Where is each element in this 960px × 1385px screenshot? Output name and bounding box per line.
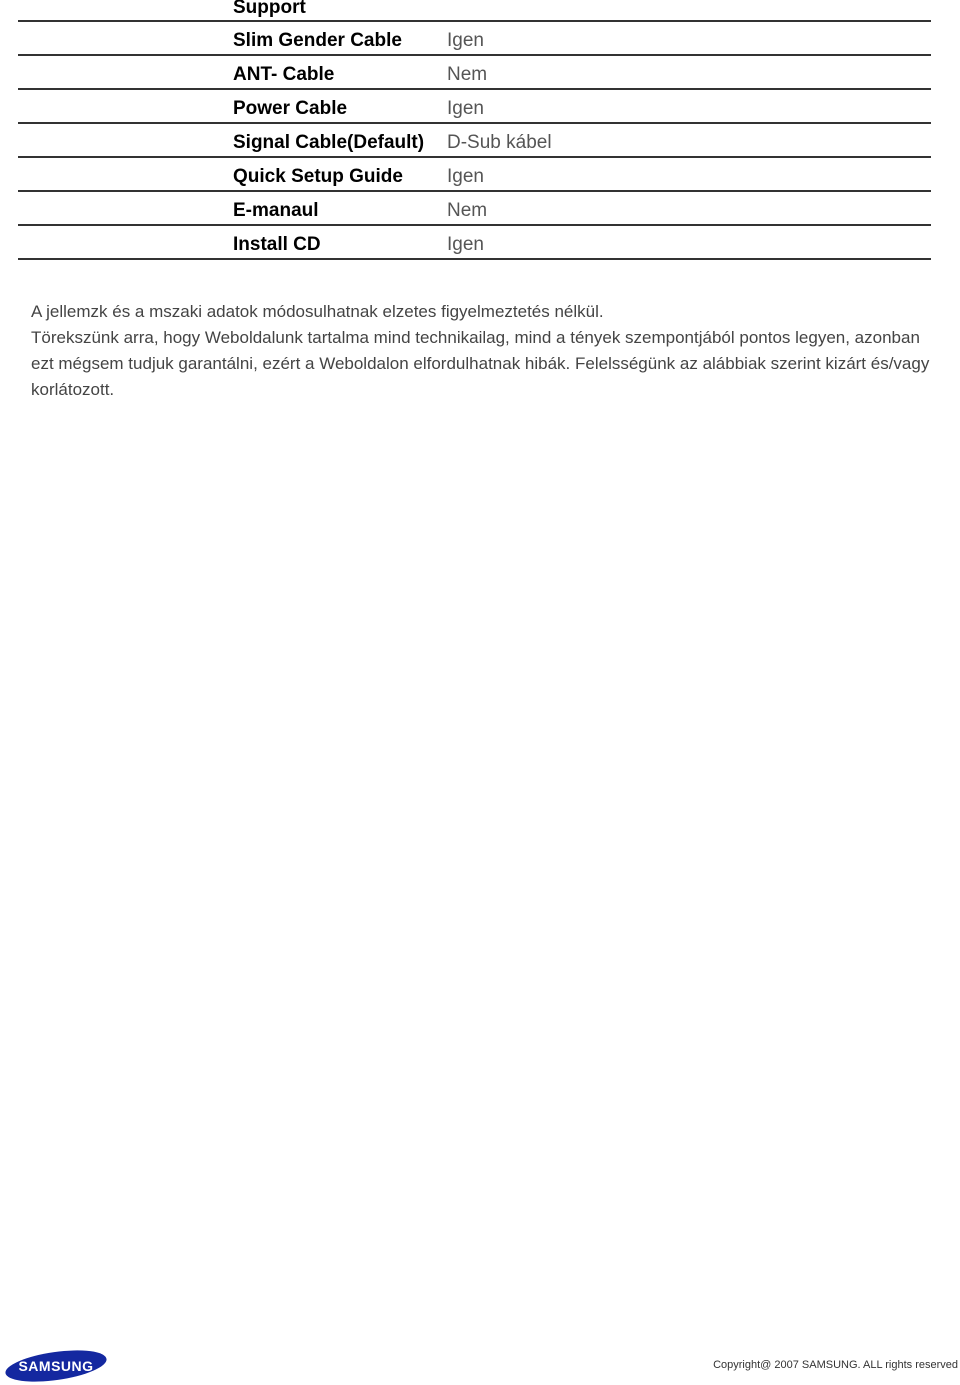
spec-label: ANT- Cable	[233, 64, 335, 85]
spec-row	[18, 224, 931, 260]
spec-row	[18, 122, 931, 156]
spec-row	[18, 156, 931, 190]
spec-label: Power Cable	[233, 98, 348, 119]
liability-notice: Törekszünk arra, hogy Weboldalunk tartalma mind technikailag, mind a tények szempontjából pontos legyen, azonban ezt mégsem tudjuk garantálni, ezért a Weboldalon elfordulhatnak hibák. Felelsségünk az alábbiak szerint kizárt és/vagy korlátozott.	[31, 328, 930, 399]
spec-value: Igen	[447, 30, 484, 51]
spec-label: Quick Setup Guide	[233, 166, 403, 187]
spec-row	[18, 20, 931, 54]
samsung-logo	[4, 1348, 108, 1384]
spec-value: D-Sub kábel	[447, 132, 552, 153]
disclaimer-notice	[31, 299, 941, 403]
section-heading: Support	[233, 0, 306, 18]
spec-row	[18, 190, 931, 224]
spec-value: Nem	[447, 64, 488, 85]
spec-value: Igen	[447, 234, 484, 255]
spec-value: Nem	[447, 200, 488, 221]
copyright-text: Copyright@ 2007 SAMSUNG. ALL rights reserved	[713, 1359, 958, 1371]
spec-value: Igen	[447, 98, 484, 119]
spec-row	[18, 88, 931, 122]
spec-label: E-manaul	[233, 200, 319, 221]
spec-value: Igen	[447, 166, 484, 187]
spec-label: Install CD	[233, 234, 321, 255]
spec-label: Signal Cable(Default)	[233, 132, 425, 153]
spec-change-notice: A jellemzk és a mszaki adatok módosulhatnak elzetes figyelmeztetés nélkül.	[31, 302, 604, 321]
spec-table	[18, 20, 931, 260]
spec-label: Slim Gender Cable	[233, 30, 402, 51]
samsung-logo-text: SAMSUNG	[18, 1358, 94, 1374]
spec-row	[18, 54, 931, 88]
